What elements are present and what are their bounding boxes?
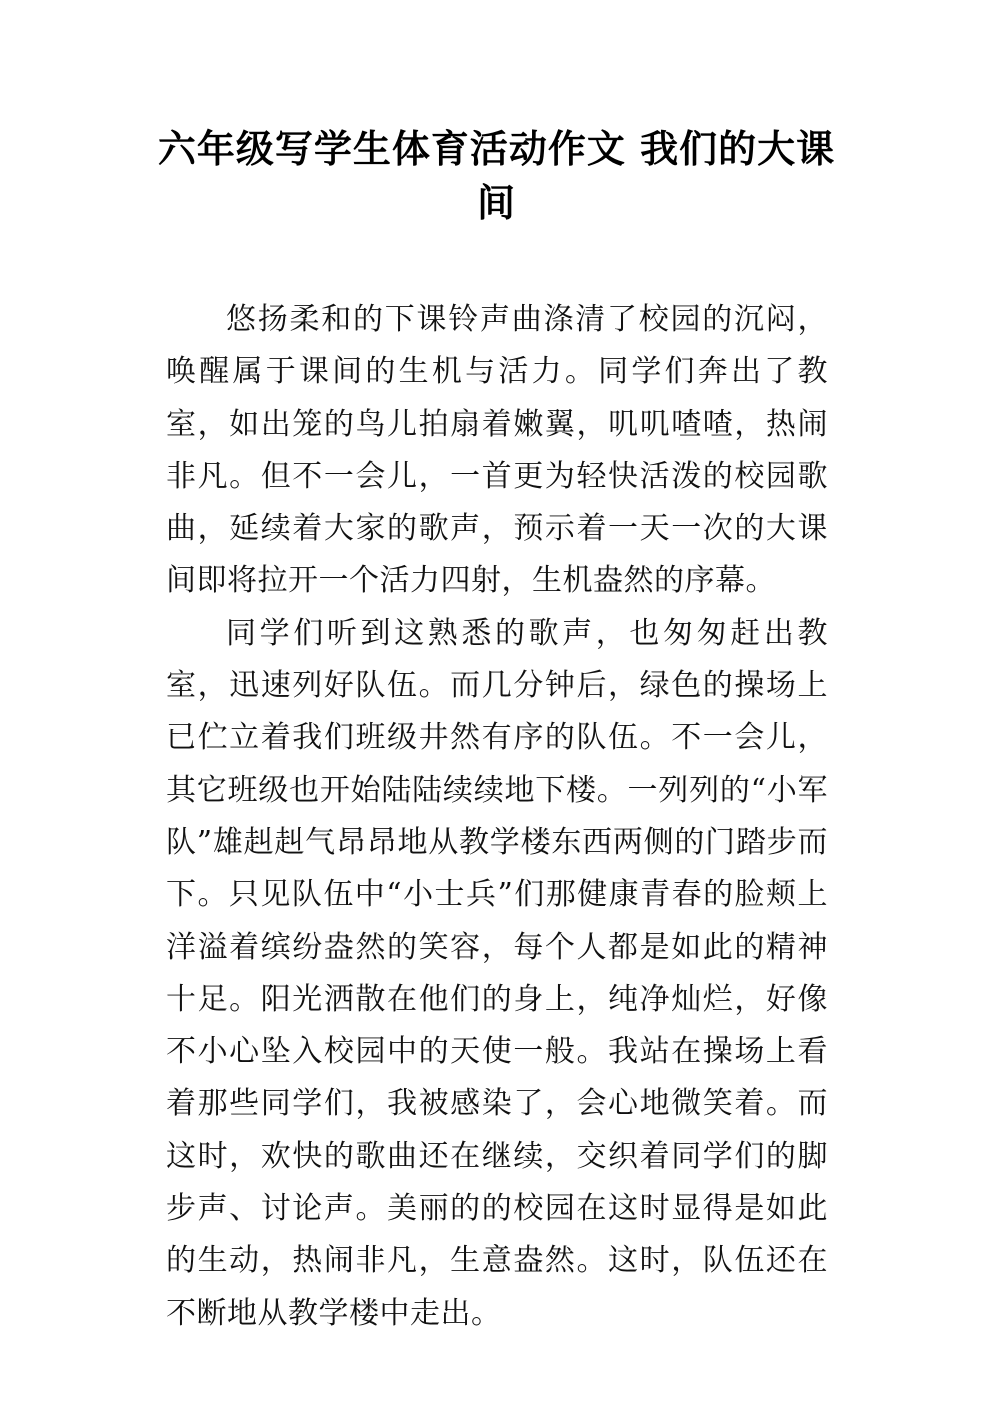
document-title: 六年级写学生体育活动作文 我们的大课间 [157,127,836,225]
body-paragraph: 悠扬柔和的下课铃声曲涤清了校园的沉闷，唤醒属于课间的生机与活力。同学们奔出了教室，如出笼的鸟儿拍扇着嫩翼，叽叽喳喳，热闹非凡。但不一会儿，一首更为轻快活泼的校园歌曲，延续着大家的歌声，预示着一天一次的大课间即将拉开一个活力四射，生机盎然的序幕。 [166,302,828,599]
body-paragraph: 同学们听到这熟悉的歌声，也匆匆赶出教室，迅速列好队伍。而几分钟后，绿色的操场上已伫立着我们班级井然有序的队伍。不一会儿，其它班级也开始陆陆续续地下楼。一列列的“小军队”雄赳赳气昂昂地从教学楼东西两侧的门踏步而下。只见队伍中“小士兵”们那健康青春的脸颊上洋溢着缤纷盎然的笑容，每个人都是如此的精神十足。阳光洒散在他们的身上，纯净灿烂，好像不小心坠入校园中的天使一般。我站在操场上看着那些同学们，我被感染了，会心地微笑着。而这时，欢快的歌曲还在继续，交织着同学们的脚步声、讨论声。美丽的的校园在这时显得是如此的生动，热闹非凡，生意盎然。这时，队伍还在不断地从教学楼中走出。 [166,615,828,1331]
document-body [166,294,828,1340]
